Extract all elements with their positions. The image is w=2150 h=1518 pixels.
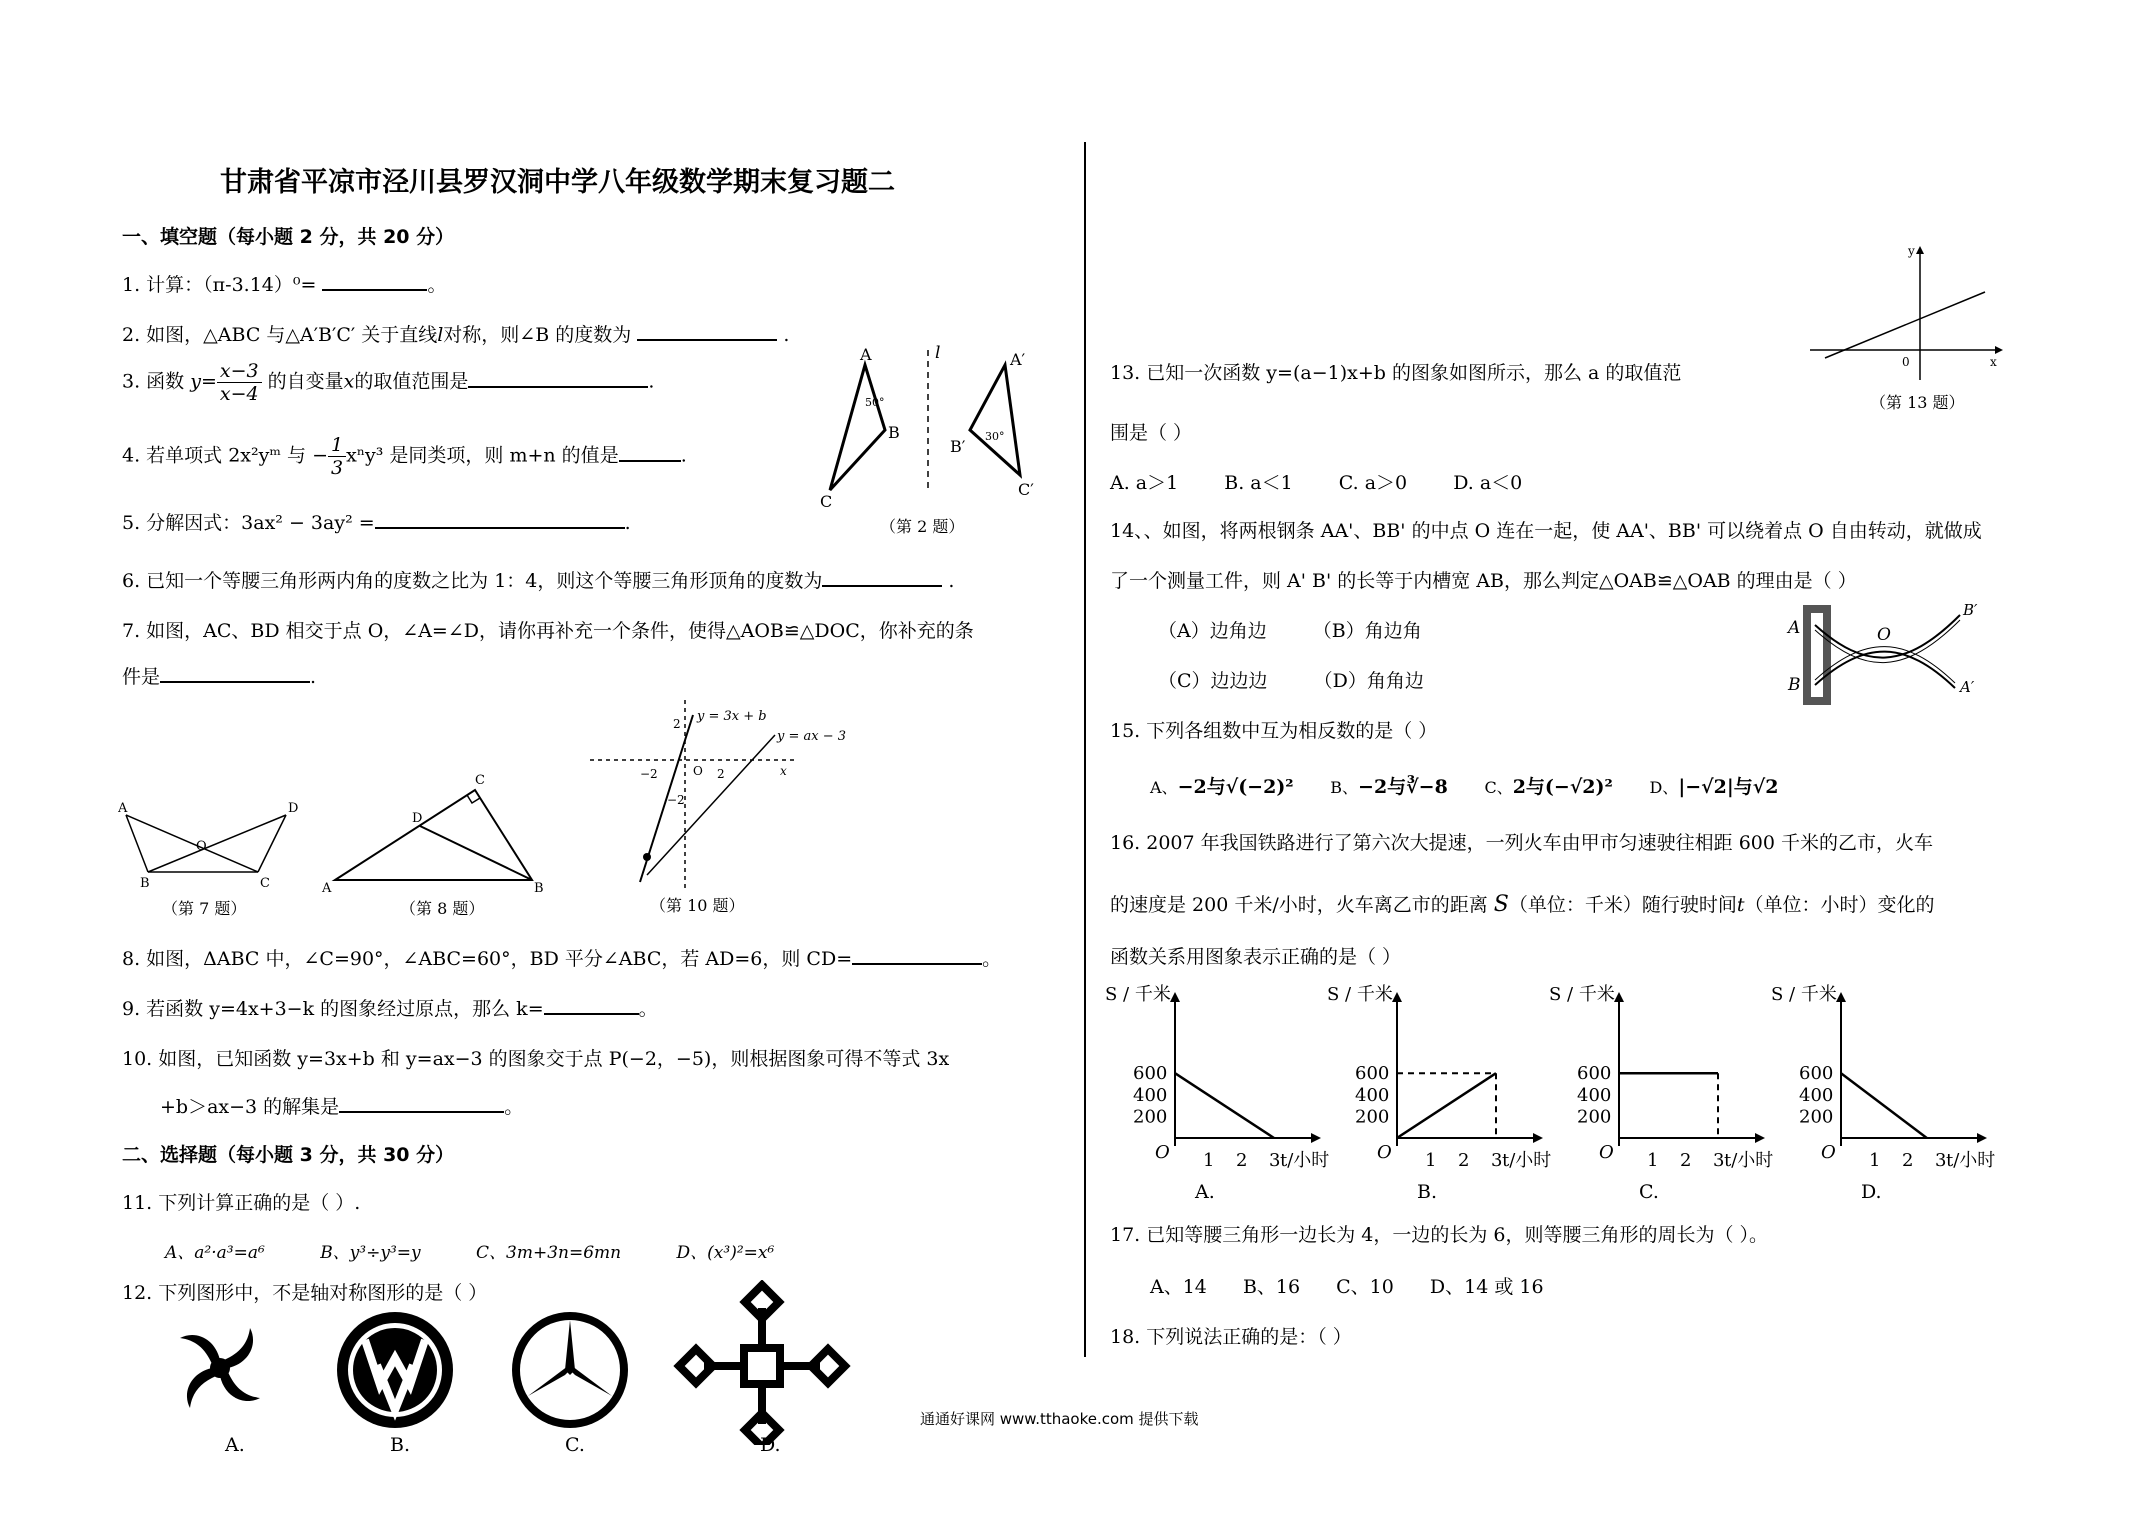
chart-ytick-label: 400 [1799, 1084, 1834, 1106]
svg-text:y = ax − 3: y = ax − 3 [777, 729, 847, 744]
answer-blank[interactable] [160, 663, 310, 683]
option-c[interactable]: 2与(−√2)² [1512, 776, 1613, 798]
chart-x-arrow [1977, 1133, 1987, 1143]
question-12: 12. 下列图形中，不是轴对称图形的是（ ） [122, 1282, 488, 1304]
svg-text:C′: C′ [1018, 480, 1034, 499]
pinwheel-logo[interactable] [150, 1310, 290, 1430]
question-14-cont: 了一个测量工件，则 A' B' 的长等于内槽宽 AB，那么判定△OAB≌△OAB 的理由是（ ） [1110, 570, 1857, 592]
column-divider [1084, 142, 1086, 1357]
chart-y-arrow [1392, 992, 1402, 1002]
chart-xlabel: t/小时 [1946, 1150, 1996, 1171]
question-15: 15. 下列各组数中互为相反数的是（ ） [1110, 720, 1438, 742]
chart-option-label: C. [1639, 1181, 1659, 1203]
diamond-knot-figure[interactable] [672, 1280, 852, 1445]
question-13-cont: 围是（ ） [1110, 422, 1193, 444]
question-4: 4. 若单项式 2x²yᵐ 与 − $\frac{1}{3}$ xⁿy³ 是同类项，则 m+n 的值是 . [122, 434, 687, 479]
svg-text:O: O [1877, 625, 1891, 645]
svg-text:2: 2 [673, 717, 681, 731]
svg-text:B: B [1788, 675, 1801, 695]
chart-xtick-label: 1 [1203, 1150, 1215, 1171]
q16-charts [1105, 980, 2025, 1210]
option-c[interactable]: （C）边边边 [1158, 670, 1268, 692]
answer-blank[interactable] [468, 368, 648, 388]
question-7: 7. 如图，AC、BD 相交于点 O，∠A=∠D，请你再补充一个条件，使得△AOB≌△DOC，你补充的条 [122, 620, 974, 642]
chart-ytick-label: 600 [1577, 1063, 1612, 1085]
chart-origin: O [1599, 1142, 1614, 1163]
page-title: 甘肃省平凉市泾川县罗汉洞中学八年级数学期末复习题二 [220, 167, 895, 198]
chart-option-label: B. [1417, 1181, 1438, 1203]
caption-fig2: （第 2 题） [880, 517, 965, 536]
q11-options [165, 1238, 774, 1263]
svg-text:A: A [118, 801, 128, 816]
chart-ytick-label: 200 [1799, 1106, 1834, 1128]
q13-options [1110, 468, 1522, 495]
question-7-cont: 件是 . [122, 662, 316, 689]
figure-8-right-triangle [320, 770, 560, 900]
chart-origin: O [1821, 1142, 1836, 1163]
question-16: 16. 2007 年我国铁路进行了第六次大提速，一列火车由甲市匀速驶往相距 600 千米的乙市，火车 [1110, 832, 1933, 854]
svg-text:C: C [475, 773, 485, 788]
question-13: 13. 已知一次函数 y=(a−1)x+b 的图象如图所示，那么 a 的取值范 [1110, 362, 1682, 384]
svg-text:A′: A′ [1960, 678, 1975, 696]
svg-text:O: O [196, 839, 207, 854]
chart-ylabel: S / 千米 [1549, 984, 1615, 1005]
question-16-cont2: 函数关系用图象表示正确的是（ ） [1110, 946, 1402, 968]
caption-fig13: （第 13 题） [1870, 393, 1965, 412]
question-9: 9. 若函数 y=4x+3−k 的图象经过原点，那么 k= 。 [122, 994, 658, 1021]
svg-text:−2: −2 [667, 793, 685, 807]
footer-credit: 通通好课网 www.tthaoke.com 提供下载 [920, 1410, 1199, 1428]
question-11: 11. 下列计算正确的是（ ）. [122, 1192, 361, 1214]
svg-text:B′: B′ [950, 437, 966, 456]
chart-xtick-label: 2 [1236, 1150, 1248, 1171]
figure-2-triangles [810, 340, 1060, 540]
caption-fig10: （第 10 题） [650, 896, 745, 915]
chart-xtick-label: 3 [1491, 1150, 1503, 1171]
chart-series-line [1175, 1073, 1274, 1138]
chart-ytick-label: 400 [1577, 1084, 1612, 1106]
chart-option-label: D. [1861, 1181, 1882, 1203]
caption-fig8: （第 8 题） [400, 899, 485, 918]
chart-ylabel: S / 千米 [1105, 984, 1171, 1005]
question-5: 5. 分解因式：3ax² − 3ay² = . [122, 508, 631, 535]
caption-fig7: （第 7 题） [162, 899, 247, 918]
option-b[interactable]: −2与∛−8 [1358, 776, 1448, 798]
svg-text:D: D [288, 801, 298, 816]
chart-ytick-label: 400 [1355, 1084, 1390, 1106]
chart-ytick-label: 600 [1799, 1063, 1834, 1085]
chart-xtick-label: 2 [1458, 1150, 1470, 1171]
chart-xtick-label: 1 [1425, 1150, 1437, 1171]
option-d[interactable]: |−√2|与√2 [1678, 776, 1779, 798]
chart-xtick-label: 3 [1269, 1150, 1281, 1171]
chart-xlabel: t/小时 [1502, 1150, 1552, 1171]
chart-xtick-label: 3 [1935, 1150, 1947, 1171]
svg-text:O: O [693, 764, 703, 778]
question-6: 6. 已知一个等腰三角形两内角的度数之比为 1：4，则这个等腰三角形顶角的度数为 . [122, 566, 954, 593]
answer-blank[interactable] [619, 442, 681, 462]
chart-y-arrow [1614, 992, 1624, 1002]
vw-logo[interactable] [325, 1310, 465, 1430]
svg-text:x: x [1990, 355, 1997, 369]
option-c[interactable]: C. a＞0 [1338, 472, 1408, 494]
question-16-cont: 的速度是 200 千米/小时，火车离乙市的距离 S（单位：千米）随行驶时间t（单位：小时）变化的 [1110, 892, 1935, 917]
svg-text:A: A [322, 881, 332, 896]
figure-13-graph [1790, 240, 2020, 390]
option-c[interactable]: C、3m+3n=6mn [476, 1243, 622, 1263]
option-a[interactable]: −2与√(−2)² [1177, 776, 1294, 798]
answer-blank[interactable] [322, 271, 427, 291]
chart-x-arrow [1311, 1133, 1321, 1143]
chart-origin: O [1377, 1142, 1392, 1163]
chart-xtick-label: 3 [1713, 1150, 1725, 1171]
svg-text:D: D [412, 811, 423, 826]
svg-text:x: x [780, 764, 787, 778]
chart-y-arrow [1170, 992, 1180, 1002]
q12-label-b: B. [390, 1434, 411, 1456]
chart-xtick-label: 2 [1680, 1150, 1692, 1171]
question-8: 8. 如图，ΔABC 中，∠C=90°，∠ABC=60°，BD 平分∠ABC，若 AD=6，则 CD= 。 [122, 944, 1001, 971]
svg-text:30°: 30° [985, 430, 1005, 443]
chart-xtick-label: 2 [1902, 1150, 1914, 1171]
svg-text:B′: B′ [1963, 601, 1978, 619]
chart-series-line [1397, 1073, 1496, 1138]
chart-ylabel: S / 千米 [1771, 984, 1837, 1005]
chart-xtick-label: 1 [1869, 1150, 1881, 1171]
q14-options-row1 [1158, 616, 1422, 643]
svg-text:y: y [1908, 244, 1915, 258]
chart-ytick-label: 200 [1133, 1106, 1168, 1128]
section-multiple-choice: 二、选择题（每小题 3 分，共 30 分） [122, 1144, 455, 1166]
figure-10-lines [585, 700, 855, 895]
chart-xlabel: t/小时 [1724, 1150, 1774, 1171]
svg-text:A: A [1788, 618, 1801, 638]
chart-ytick-label: 200 [1355, 1106, 1390, 1128]
q14-options-row2 [1158, 666, 1424, 693]
svg-text:y = 3x + b: y = 3x + b [697, 709, 767, 724]
option-d[interactable]: （D）角角边 [1313, 670, 1424, 692]
option-a[interactable]: A、a²·a³=a⁶ [165, 1243, 265, 1263]
question-10: 10. 如图，已知函数 y=3x+b 和 y=ax−3 的图象交于点 P(−2，−5)，则根据图象可得不等式 3x [122, 1048, 950, 1070]
q15-options: A、−2与√(−2)² B、−2与∛−8 C、2与(−√2)² D、|−√2|与√2 [1150, 776, 1779, 798]
svg-text:A: A [860, 345, 872, 364]
svg-text:l: l [935, 343, 941, 363]
answer-blank[interactable] [339, 1093, 504, 1113]
option-b[interactable]: B、16 [1242, 1276, 1301, 1298]
chart-ytick-label: 600 [1355, 1063, 1390, 1085]
fraction: $\frac{x-3}{x-4}$ [217, 360, 262, 405]
question-1: 1. 计算：（π-3.14）⁰= 。 [122, 270, 446, 297]
chart-ytick-label: 200 [1577, 1106, 1612, 1128]
figure-7-crossing [118, 790, 298, 890]
chart-ylabel: S / 千米 [1327, 984, 1393, 1005]
option-b[interactable]: B、y³÷y³=y [320, 1243, 421, 1263]
question-14: 14、、如图，将两根钢条 AA'、BB' 的中点 O 连在一起，使 AA'、BB' 可以绕着点 O 自由转动，就做成 [1110, 520, 1982, 542]
svg-text:0: 0 [1902, 355, 1910, 369]
option-b[interactable]: B. a＜1 [1224, 472, 1293, 494]
question-18: 18. 下列说法正确的是：（ ） [1110, 1326, 1352, 1348]
option-d[interactable]: D、14 或 16 [1429, 1276, 1544, 1298]
question-3: 3. 函数 y= $\frac{x-3}{x-4}$ 的自变量x的取值范围是 . [122, 360, 655, 405]
chart-option-label: A. [1195, 1181, 1215, 1203]
answer-blank[interactable] [375, 509, 625, 529]
q12-label-c: C. [565, 1434, 585, 1456]
svg-text:C: C [260, 876, 270, 890]
option-a[interactable]: A、14 [1150, 1276, 1207, 1298]
option-c[interactable]: C、10 [1336, 1276, 1394, 1298]
question-2: 2. 如图，△ABC 与△A′B′C′ 关于直线l对称，则∠B 的度数为 . [122, 320, 789, 347]
option-a[interactable]: A. a＞1 [1110, 472, 1179, 494]
option-d[interactable]: D. a＜0 [1453, 472, 1523, 494]
q17-options [1150, 1272, 1544, 1299]
chart-y-arrow [1836, 992, 1846, 1002]
svg-text:B: B [140, 876, 150, 890]
question-10-cont: +b＞ax−3 的解集是 。 [160, 1092, 523, 1119]
q12-label-a: A. [225, 1434, 245, 1456]
option-a[interactable]: （A）边角边 [1158, 620, 1267, 642]
question-17: 17. 已知等腰三角形一边长为 4，一边的长为 6，则等腰三角形的周长为（ ）。 [1110, 1224, 1769, 1246]
figure-14-tool [1785, 600, 1995, 710]
svg-text:2: 2 [717, 767, 725, 781]
option-d[interactable]: D、(x³)²=x⁶ [676, 1243, 775, 1263]
chart-xtick-label: 1 [1647, 1150, 1659, 1171]
option-b[interactable]: （B）角边角 [1312, 620, 1422, 642]
svg-text:50°: 50° [865, 396, 885, 409]
svg-text:C: C [820, 492, 833, 511]
chart-ytick-label: 400 [1133, 1084, 1168, 1106]
chart-ytick-label: 600 [1133, 1063, 1168, 1085]
answer-blank[interactable] [637, 321, 777, 341]
svg-text:A′: A′ [1010, 350, 1026, 369]
chart-x-arrow [1755, 1133, 1765, 1143]
section-fill-blank: 一、填空题（每小题 2 分，共 20 分） [122, 226, 455, 248]
chart-origin: O [1155, 1142, 1170, 1163]
mercedes-logo[interactable] [500, 1310, 640, 1430]
answer-blank[interactable] [822, 567, 942, 587]
answer-blank[interactable] [852, 945, 982, 965]
svg-text:B: B [534, 881, 544, 896]
svg-text:B: B [888, 423, 900, 442]
chart-x-arrow [1533, 1133, 1543, 1143]
chart-xlabel: t/小时 [1280, 1150, 1330, 1171]
svg-text:−2: −2 [640, 767, 658, 781]
answer-blank[interactable] [544, 995, 639, 1015]
chart-series-line [1841, 1073, 1927, 1138]
q12-label-d: D. [760, 1434, 781, 1456]
